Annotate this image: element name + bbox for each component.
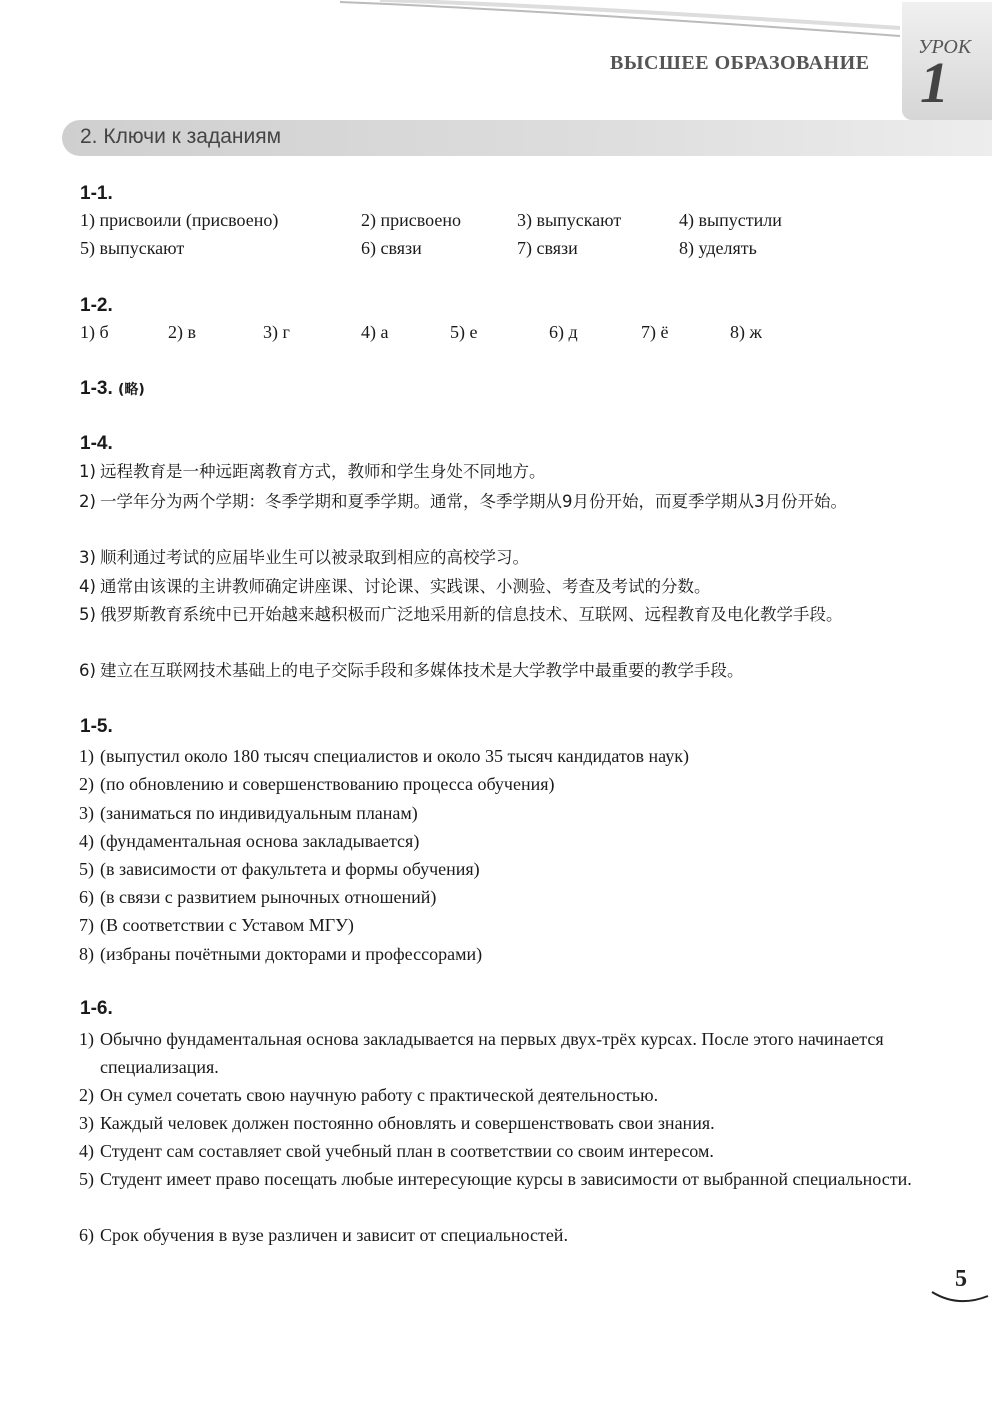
answer-1-2-1: 1) б (80, 322, 109, 342)
list-item-number: 8) (79, 944, 94, 964)
list-item-number: 6) (79, 661, 96, 680)
list-item-number: 5) (79, 859, 94, 879)
list-item (79, 488, 919, 516)
answer-1-1-1: 1) присвоили (присвоено) (80, 210, 279, 230)
list-item-text: (избраны почётными докторами и профессорами) (100, 944, 483, 964)
list-item-number: 3) (79, 803, 94, 823)
list-item-number: 1) (79, 746, 94, 766)
list-item-text: 俄罗斯教育系统中已开始越来越积极而广泛地采用新的信息技术、互联网、远程教育及电化教学手段。 (100, 605, 843, 624)
running-header-title: ВЫСШЕЕ ОБРАЗОВАНИЕ (610, 52, 870, 74)
list-item (79, 911, 919, 939)
answer-1-1-4: 4) выпустили (679, 210, 782, 230)
list-item-text: Он сумел сочетать свою научную работу с практической деятельностью. (100, 1085, 659, 1105)
list-item-number: 4) (79, 577, 96, 596)
list-item-number: 2) (79, 774, 94, 794)
lesson-number: 1 (920, 50, 949, 115)
answer-1-1-5: 5) выпускают (80, 238, 185, 258)
list-item (79, 827, 919, 855)
exercise-heading-1-3-label: 1-3. (80, 378, 113, 399)
answer-1-2-6: 6) д (549, 322, 578, 342)
list-item-text: (по обновлению и совершенствованию процесса обучения) (100, 774, 555, 794)
list-item-number: 6) (79, 1225, 94, 1245)
list-item-text: Студент имеет право посещать любые интересующие курсы в зависимости от выбранной специальности. (100, 1169, 912, 1189)
answer-1-2-3: 3) г (263, 322, 290, 342)
list-item-number: 3) (79, 1113, 94, 1133)
list-item (79, 1109, 919, 1137)
list-item (79, 1025, 919, 1081)
answer-1-2-4: 4) а (361, 322, 389, 342)
exercise-1-3-note: (略) (118, 382, 145, 398)
list-item-text: Студент сам составляет свой учебный план в соответствии со своим интересом. (100, 1141, 714, 1161)
list-item-text: (в связи с развитием рыночных отношений) (100, 887, 437, 907)
list-item-text: 一学年分为两个学期：冬季学期和夏季学期。通常，冬季学期从9月份开始，而夏季学期从3月份开始。 (100, 492, 847, 511)
list-item (79, 544, 919, 572)
list-item (79, 770, 919, 798)
answer-1-2-5: 5) е (450, 322, 478, 342)
list-item (79, 742, 919, 770)
lesson-label: УРОК (918, 36, 972, 58)
page-number: 5 (955, 1266, 967, 1292)
list-item-text: (фундаментальная основа закладывается) (100, 831, 420, 851)
list-item (79, 1165, 919, 1193)
list-item (79, 601, 919, 629)
list-item-number: 5) (79, 1169, 94, 1189)
exercise-heading-1-1: 1-1. (80, 183, 113, 204)
list-item-number: 4) (79, 831, 94, 851)
list-item-number: 1) (79, 462, 96, 481)
exercise-heading-1-4: 1-4. (80, 433, 113, 454)
list-item-text: 顺利通过考试的应届毕业生可以被录取到相应的高校学习。 (100, 548, 529, 567)
answer-1-2-2: 2) в (168, 322, 196, 342)
answer-1-1-3: 3) выпускают (517, 210, 622, 230)
list-item (79, 1221, 919, 1249)
exercise-heading-1-3 (80, 378, 145, 400)
top-swoosh-decoration (340, 0, 900, 40)
list-item (79, 1081, 919, 1109)
list-item-text: (В соответствии с Уставом МГУ) (100, 915, 354, 935)
list-item-number: 2) (79, 492, 96, 511)
answer-1-2-8: 8) ж (730, 322, 762, 342)
answer-1-2-7: 7) ё (641, 322, 669, 342)
list-item-text: Каждый человек должен постоянно обновлять и совершенствовать свои знания. (100, 1113, 715, 1133)
list-item-text: (выпустил около 180 тысяч специалистов и около 35 тысяч кандидатов наук) (100, 746, 689, 766)
list-item-number: 1) (79, 1029, 94, 1049)
list-item (79, 573, 919, 601)
answer-1-1-8: 8) уделять (679, 238, 757, 258)
list-item-number: 2) (79, 1085, 94, 1105)
answer-1-1-7: 7) связи (517, 238, 578, 258)
list-item-text: 远程教育是一种远距离教育方式，教师和学生身处不同地方。 (100, 462, 546, 481)
list-item-number: 4) (79, 1141, 94, 1161)
list-item-text: (в зависимости от факультета и формы обучения) (100, 859, 480, 879)
exercise-heading-1-5: 1-5. (80, 716, 113, 737)
list-item (79, 799, 919, 827)
list-item-number: 6) (79, 887, 94, 907)
list-item (79, 657, 919, 685)
exercise-heading-1-2: 1-2. (80, 295, 113, 316)
exercise-heading-1-6: 1-6. (80, 998, 113, 1019)
list-item-text: 建立在互联网技术基础上的电子交际手段和多媒体技术是大学教学中最重要的教学手段。 (100, 661, 744, 680)
list-item (79, 458, 919, 486)
list-item-number: 7) (79, 915, 94, 935)
list-item-text: (заниматься по индивидуальным планам) (100, 803, 418, 823)
section-title: 2. Ключи к заданиям (80, 125, 282, 148)
answer-1-1-6: 6) связи (361, 238, 422, 258)
list-item (79, 883, 919, 911)
list-item (79, 1137, 919, 1165)
list-item-text: 通常由该课的主讲教师确定讲座课、讨论课、实践课、小测验、考查及考试的分数。 (100, 577, 711, 596)
answer-1-1-2: 2) присвоено (361, 210, 461, 230)
list-item-text: Срок обучения в вузе различен и зависит от специальностей. (100, 1225, 568, 1245)
list-item (79, 855, 919, 883)
list-item-number: 5) (79, 605, 96, 624)
list-item-text: Обычно фундаментальная основа закладывается на первых двух-трёх курсах. После этого начинается специализация. (100, 1029, 884, 1077)
list-item (79, 940, 919, 968)
list-item-number: 3) (79, 548, 96, 567)
